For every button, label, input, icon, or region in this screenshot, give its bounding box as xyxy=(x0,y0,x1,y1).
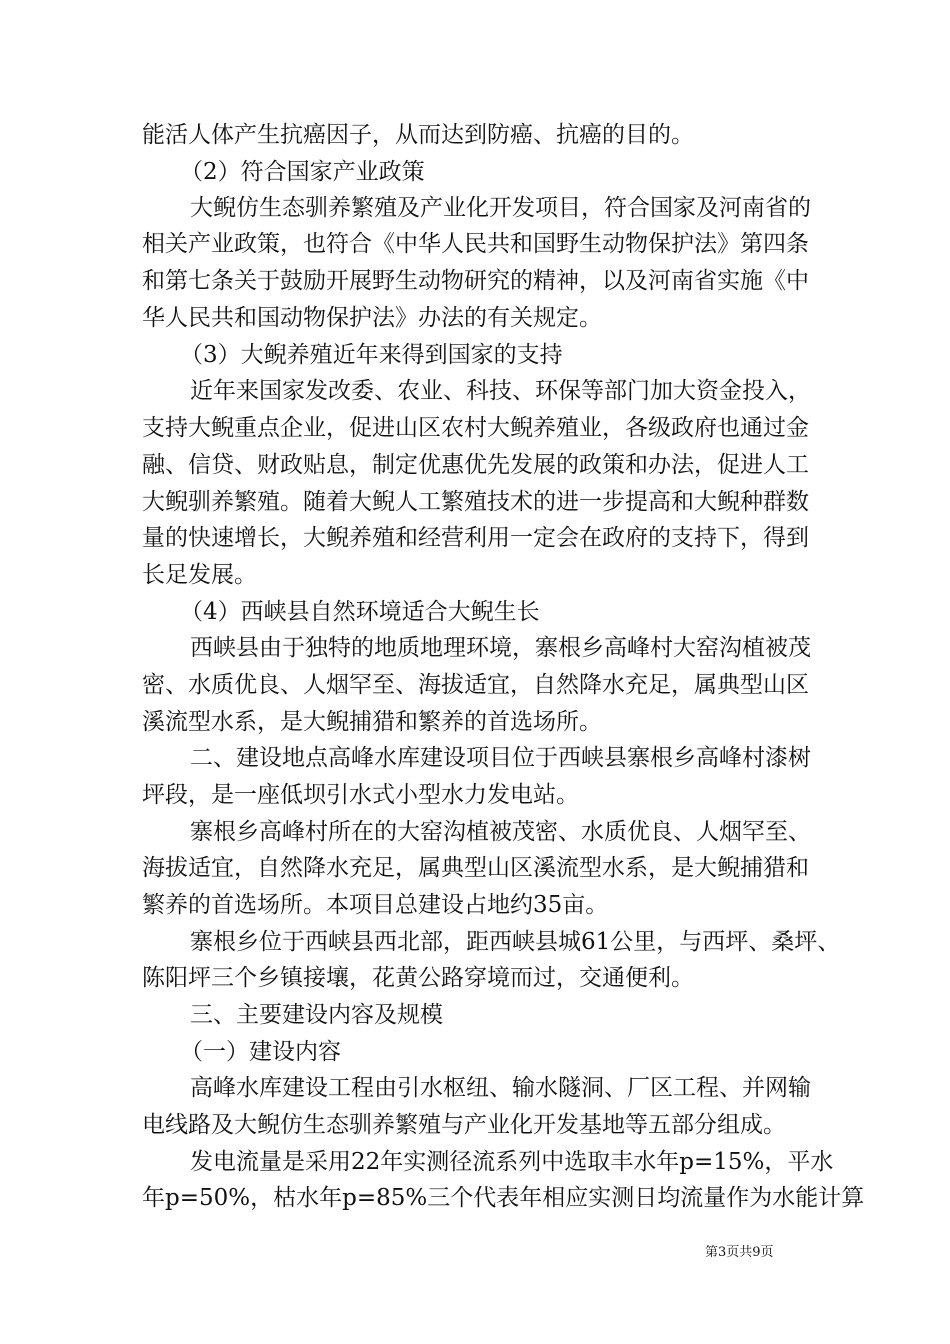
section-heading: 二、建设地点高峰水库建设项目位于西峡县寨根乡高峰村漆树 xyxy=(190,745,811,771)
text-line: 发电流量是采用22年实测径流系列中选取丰水年p=15%，平水 xyxy=(190,1149,834,1175)
text-line: 融、信贷、财政贴息，制定优惠优先发展的政策和办法，促进人工 xyxy=(142,452,809,478)
section-heading: 三、主要建设内容及规模 xyxy=(190,1002,443,1028)
text-line: 寨根乡高峰村所在的大窑沟植被茂密、水质优良、人烟罕至、 xyxy=(190,819,811,845)
section-heading: （4）西峡县自然环境适合大鲵生长 xyxy=(180,599,540,625)
text-line: 电线路及大鲵仿生态驯养繁殖与产业化开发基地等五部分组成。 xyxy=(142,1112,786,1138)
text-line: 陈阳坪三个乡镇接壤，花黄公路穿境而过，交通便利。 xyxy=(142,965,694,991)
text-line: 溪流型水系，是大鲵捕猎和繁养的首选场所。 xyxy=(142,709,602,735)
text-line: 海拔适宜，自然降水充足，属典型山区溪流型水系，是大鲵捕猎和 xyxy=(142,855,809,881)
text-line: 支持大鲵重点企业，促进山区农村大鲵养殖业，各级政府也通过金 xyxy=(142,415,809,441)
text-line: 密、水质优良、人烟罕至、海拔适宜，自然降水充足，属典型山区 xyxy=(142,672,809,698)
text-line: 近年来国家发改委、农业、科技、环保等部门加大资金投入， xyxy=(190,378,811,404)
text-line: 坪段，是一座低坝引水式小型水力发电站。 xyxy=(142,782,579,808)
section-heading: （2）符合国家产业政策 xyxy=(180,159,425,185)
text-line: 寨根乡位于西峡县西北部，距西峡县城61公里，与西坪、桑坪、 xyxy=(190,929,841,955)
text-line: 能活人体产生抗癌因子，从而达到防癌、抗癌的目的。 xyxy=(142,122,694,148)
text-line: 相关产业政策，也符合《中华人民共和国野生动物保护法》第四条 xyxy=(142,231,809,257)
text-line: 量的快速增长，大鲵养殖和经营利用一定会在政府的支持下，得到 xyxy=(142,525,809,551)
text-line: 大鲵仿生态驯养繁殖及产业化开发项目，符合国家及河南省的 xyxy=(190,195,811,221)
section-heading: （一）建设内容 xyxy=(180,1039,341,1065)
text-line: 西峡县由于独特的地质地理环境，寨根乡高峰村大窑沟植被茂 xyxy=(190,635,811,661)
text-line: 繁养的首选场所。本项目总建设占地约35亩。 xyxy=(142,892,609,918)
section-heading: （3）大鲵养殖近年来得到国家的支持 xyxy=(180,342,563,368)
text-line: 华人民共和国动物保护法》办法的有关规定。 xyxy=(142,305,602,331)
text-line: 和第七条关于鼓励开展野生动物研究的精神，以及河南省实施《中 xyxy=(142,268,809,294)
text-line: 长足发展。 xyxy=(142,562,257,588)
page-number: 第3页共9页 xyxy=(705,1245,774,1260)
text-line: 高峰水库建设工程由引水枢纽、输水隧洞、厂区工程、并网输 xyxy=(190,1075,811,1101)
text-line: 大鲵驯养繁殖。随着大鲵人工繁殖技术的进一步提高和大鲵种群数 xyxy=(142,489,809,515)
text-line: 年p=50%，枯水年p=85%三个代表年相应实测日均流量作为水能计算 xyxy=(142,1185,865,1211)
